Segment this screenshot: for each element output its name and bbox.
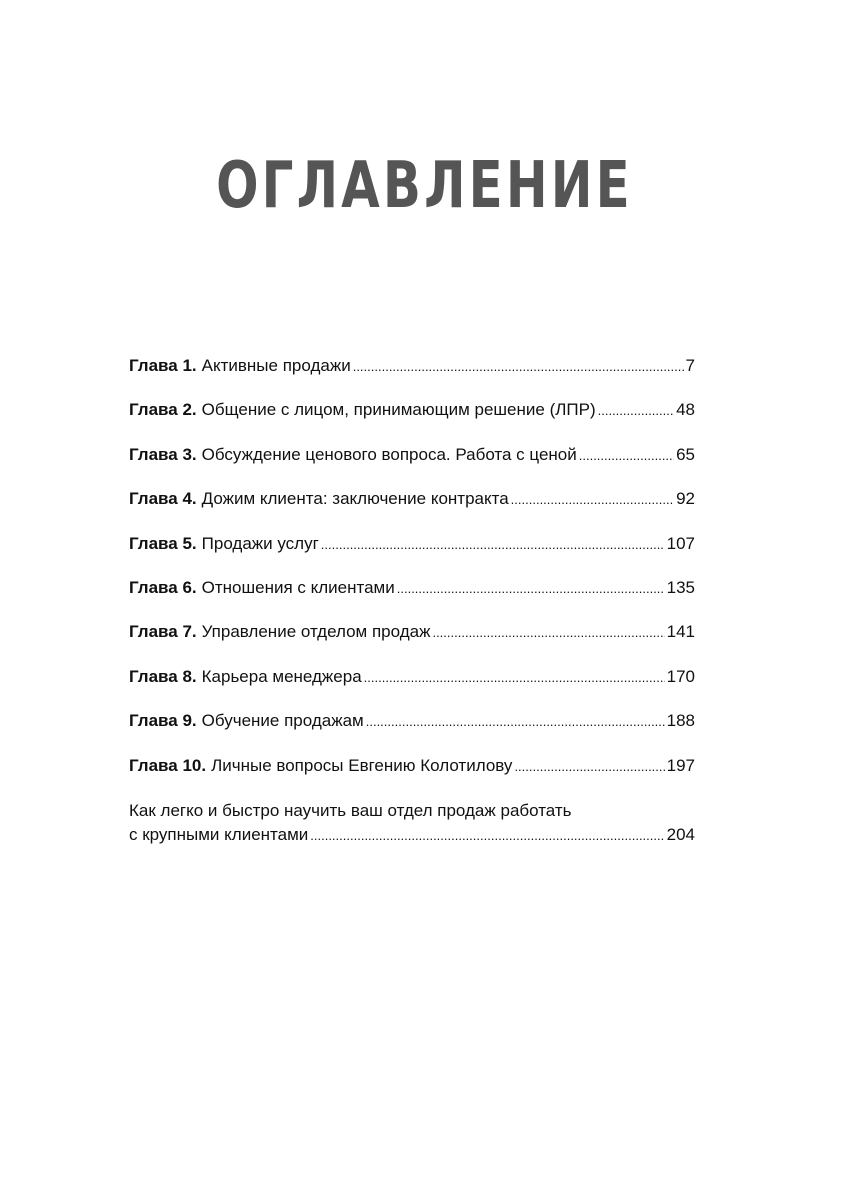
appendix-title-line1: Как легко и быстро научить ваш отдел продаж работать — [129, 800, 572, 820]
chapter-title: Обсуждение ценового вопроса. Работа с ценой — [201, 444, 577, 464]
chapter-label: Глава 2. — [129, 400, 197, 420]
chapter-label: Глава 9. — [129, 711, 197, 731]
dot-leader — [432, 621, 664, 645]
chapter-label: Глава 7. — [129, 622, 197, 642]
toc-entry-appendix[interactable] — [129, 799, 695, 848]
dot-leader — [511, 488, 674, 512]
appendix-title-line2: с крупными клиентами — [129, 824, 309, 844]
chapter-title: Активные продажи — [201, 356, 351, 375]
page-number: 188 — [666, 711, 695, 731]
chapter-title: Дожим клиента: заключение контракта — [201, 489, 509, 509]
dot-leader — [353, 355, 684, 379]
chapter-title: Отношения с клиентами — [201, 577, 395, 597]
dot-leader — [514, 755, 664, 779]
toc-entry-1[interactable] — [129, 354, 695, 398]
dot-leader — [397, 577, 665, 601]
page-number: 48 — [676, 400, 695, 420]
toc-entry-3[interactable] — [129, 443, 695, 487]
chapter-title: Управление отделом продаж — [201, 622, 431, 642]
toc-entry-9[interactable] — [129, 709, 695, 753]
chapter-title: Личные вопросы Евгению Колотилову — [211, 755, 513, 775]
dot-leader — [579, 444, 674, 468]
table-of-contents — [129, 354, 695, 848]
toc-entry-10[interactable] — [129, 754, 695, 798]
dot-leader — [321, 533, 665, 557]
chapter-title: Обучение продажам — [201, 711, 364, 731]
chapter-label: Глава 6. — [129, 577, 197, 597]
toc-entry-2[interactable] — [129, 398, 695, 442]
toc-entry-7[interactable] — [129, 620, 695, 664]
chapter-title: Продажи услуг — [201, 533, 319, 553]
page-number: 7 — [685, 356, 695, 375]
toc-entry-4[interactable] — [129, 487, 695, 531]
chapter-label: Глава 3. — [129, 444, 197, 464]
toc-entry-5[interactable] — [129, 532, 695, 576]
dot-leader — [366, 710, 665, 734]
page-title: ОГЛАВЛЕНИЕ — [216, 149, 633, 223]
page-number: 107 — [666, 533, 695, 553]
chapter-title: Общение с лицом, принимающим решение (ЛПР) — [201, 400, 596, 420]
page-number: 92 — [676, 489, 695, 509]
chapter-label: Глава 4. — [129, 489, 197, 509]
chapter-label: Глава 5. — [129, 533, 197, 553]
toc-entry-8[interactable] — [129, 665, 695, 709]
chapter-label: Глава 8. — [129, 666, 197, 686]
chapter-title: Карьера менеджера — [201, 666, 362, 686]
appendix-title-line2-row — [129, 823, 695, 848]
page-number: 197 — [666, 755, 695, 775]
dot-leader — [310, 824, 664, 848]
toc-entry-6[interactable] — [129, 576, 695, 620]
page-number: 141 — [666, 622, 695, 642]
page-number: 135 — [666, 577, 695, 597]
chapter-label: Глава 1. — [129, 356, 197, 375]
dot-leader — [598, 399, 674, 423]
dot-leader — [364, 666, 665, 690]
page-number: 170 — [666, 666, 695, 686]
chapter-label: Глава 10. — [129, 755, 207, 775]
page-number: 204 — [666, 824, 695, 844]
page-number: 65 — [676, 444, 695, 464]
